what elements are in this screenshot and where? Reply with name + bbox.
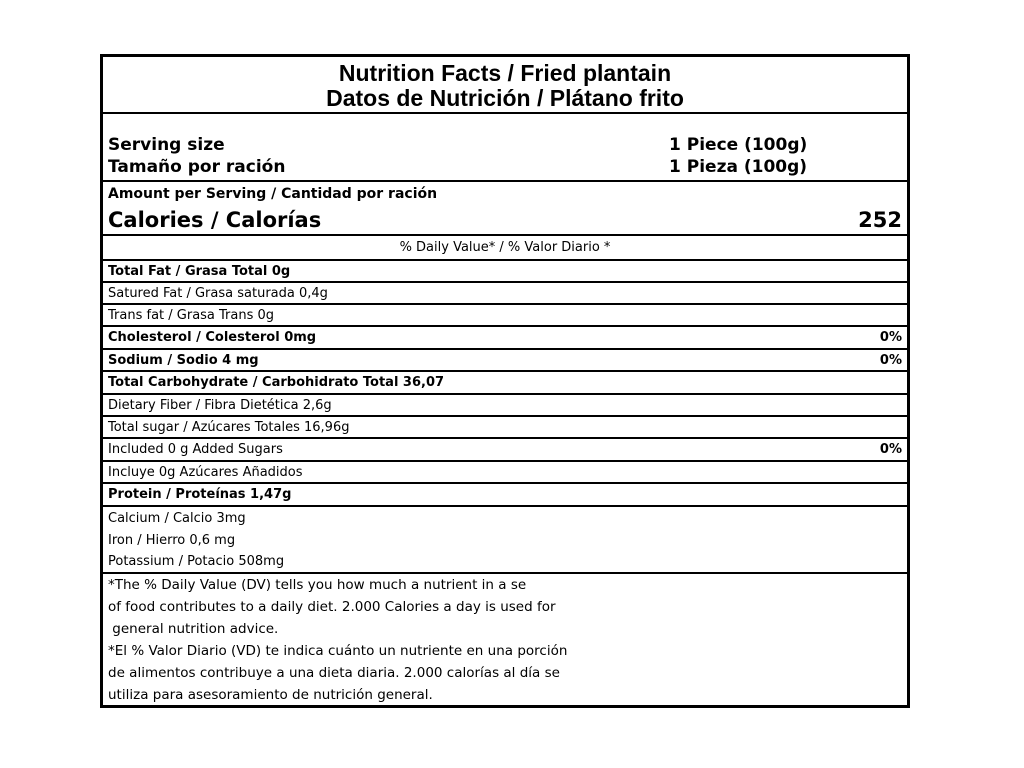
nutrient-row bbox=[103, 484, 907, 507]
footnote-line: utiliza para asesoramiento de nutrición general. bbox=[108, 687, 433, 703]
nutrient-percent: 0% bbox=[879, 330, 902, 345]
nutrient-label: Total Carbohydrate / Carbohidrato Total 36,07 bbox=[108, 375, 445, 390]
amount-per-serving bbox=[103, 182, 907, 206]
mineral-label: Calcium / Calcio 3mg bbox=[108, 510, 246, 526]
nutrient-percent: 0% bbox=[879, 352, 902, 368]
footnote-block bbox=[103, 574, 907, 705]
nutrition-label bbox=[100, 54, 910, 708]
mineral-row bbox=[103, 507, 907, 529]
mineral-row bbox=[103, 551, 907, 574]
serving-size-value-en: 1 Piece (100g) bbox=[669, 135, 808, 155]
nutrient-label: Sodium / Sodio 4 mg bbox=[108, 352, 259, 368]
nutrient-label: Total Fat / Grasa Total 0g bbox=[108, 263, 291, 279]
nutrient-label: Incluye 0g Azúcares Añadidos bbox=[108, 464, 303, 480]
title-spanish: Datos de Nutrición / Plátano frito bbox=[326, 85, 684, 111]
calories-label: Calories / Calorías bbox=[108, 208, 322, 232]
mineral-label: Iron / Hierro 0,6 mg bbox=[108, 532, 236, 548]
mineral-label: Potassium / Potacio 508mg bbox=[108, 554, 285, 569]
daily-value-header-text: % Daily Value* / % Valor Diario * bbox=[399, 240, 611, 255]
nutrient-row bbox=[103, 462, 907, 484]
nutrient-row bbox=[103, 283, 907, 305]
nutrient-row bbox=[103, 439, 907, 462]
nutrient-label: Satured Fat / Grasa saturada 0,4g bbox=[108, 285, 328, 301]
serving-size-block bbox=[103, 114, 907, 182]
amount-per-serving-text: Amount per Serving / Cantidad por ración bbox=[108, 186, 438, 202]
nutrient-percent: 0% bbox=[879, 442, 902, 457]
footnote-line: general nutrition advice. bbox=[108, 621, 279, 637]
title-english: Nutrition Facts / Fried plantain bbox=[338, 60, 672, 86]
footnote-line: of food contributes to a daily diet. 2.000 Calories a day is used for bbox=[108, 599, 556, 615]
nutrient-label: Cholesterol / Colesterol 0mg bbox=[108, 330, 317, 345]
title-block bbox=[103, 57, 907, 114]
serving-size-value-es: 1 Pieza (100g) bbox=[669, 157, 808, 177]
nutrient-label: Dietary Fiber / Fibra Dietética 2,6g bbox=[108, 397, 332, 413]
nutrient-label: Total sugar / Azúcares Totales 16,96g bbox=[108, 419, 350, 435]
nutrient-row bbox=[103, 350, 907, 372]
serving-size-label-en: Serving size bbox=[108, 135, 225, 155]
nutrient-row bbox=[103, 327, 907, 350]
daily-value-header bbox=[103, 236, 907, 261]
calories-row bbox=[103, 206, 907, 236]
serving-size-label-es: Tamaño por ración bbox=[108, 157, 286, 177]
footnote-line: *The % Daily Value (DV) tells you how much a nutrient in a se bbox=[108, 577, 527, 593]
nutrient-row bbox=[103, 417, 907, 439]
nutrient-row bbox=[103, 261, 907, 283]
nutrient-row bbox=[103, 372, 907, 395]
nutrient-label: Included 0 g Added Sugars bbox=[108, 442, 283, 457]
footnote-line: *El % Valor Diario (VD) te indica cuánto un nutriente en una porción bbox=[108, 643, 568, 659]
nutrient-row bbox=[103, 305, 907, 327]
calories-value: 252 bbox=[858, 208, 902, 232]
footnote-line: de alimentos contribuye a una dieta diaria. 2.000 calorías al día se bbox=[108, 665, 560, 681]
nutrient-label: Trans fat / Grasa Trans 0g bbox=[108, 307, 275, 323]
nutrient-row bbox=[103, 395, 907, 417]
nutrient-label: Protein / Proteínas 1,47g bbox=[108, 487, 292, 502]
mineral-row bbox=[103, 529, 907, 551]
